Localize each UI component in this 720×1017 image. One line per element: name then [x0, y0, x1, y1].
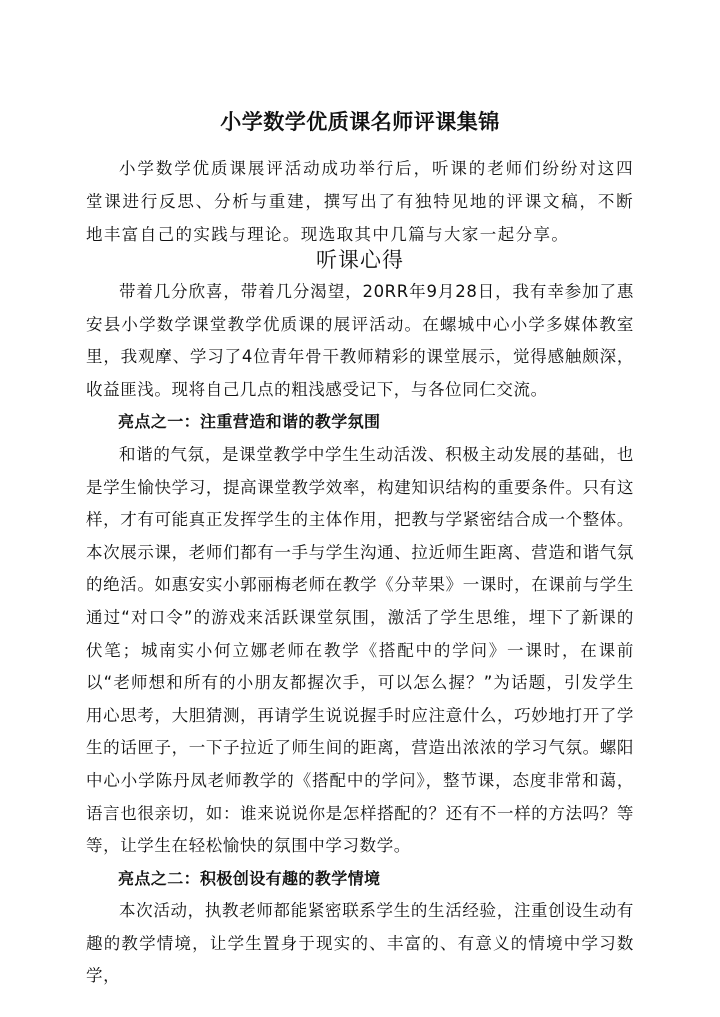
paragraph-opening: 带着几分欣喜，带着几分渴望，20RR年9月28日，我有幸参加了惠安县小学数学课堂教学优质课的展评活动。在螺城中心小学多媒体教室里，我观摩、学习了4位青年骨干教师精彩的课堂展示，觉得感触颇深，收益匪浅。现将自己几点的粗浅感受记下，与各位同仁交流。 [86, 282, 634, 399]
paragraph-harmony: 和谐的气氛，是课堂教学中学生生动活泼、积极主动发展的基础，也是学生愉快学习，提高课堂教学效率，构建知识结构的重要条件。只有这样，才有可能真正发挥学生的主体作用，把教与学紧密结合成一个整体。本次展示课，老师们都有一手与学生沟通、拉近师生距离、营造和谐气氛的绝活。如惠安实小郭丽梅老师在教学《分苹果》一课时，在课前与学生通过“对口令”的游戏来活跃课堂氛围，激活了学生思维，埋下了新课的伏笔；城南实小何立娜老师在教学《搭配中的学问》一课时，在课前以“老师想和所有的小朋友都握次手，可以怎么握？”为话题，引发学生用心思考，大胆猜测，再请学生说说握手时应注意什么，巧妙地打开了学生的话匣子，一下子拉近了师生间的距离，营造出浓浓的学习气氛。螺阳中心小学陈丹凤老师教学的《搭配中的学问》，整节课，态度非常和蔼，语言也很亲切，如：谁来说说你是怎样搭配的？还有不一样的方法吗？等等，让学生在轻松愉快的氛围中学习数学。 [86, 444, 634, 856]
document-title: 小学数学优质课名师评课集锦 [220, 110, 500, 134]
section-title: 听课心得 [316, 248, 404, 272]
paragraph-situations: 本次活动，执教老师都能紧密联系学生的生活经验，注重创设生动有趣的教学情境，让学生置身于现实的、丰富的、有意义的情境中学习数学， [86, 901, 634, 986]
highlight-heading-2: 亮点之二：积极创设有趣的教学情境 [118, 868, 381, 888]
body-text [86, 276, 634, 993]
highlight-heading-1: 亮点之一：注重营造和谐的教学氛围 [118, 412, 381, 432]
intro-paragraph: 小学数学优质课展评活动成功举行后，听课的老师们纷纷对这四堂课进行反思、分析与重建，撰写出了有独特见地的评课文稿，不断地丰富自己的实践与理论。现选取其中几篇与大家一起分享。 [86, 159, 634, 244]
